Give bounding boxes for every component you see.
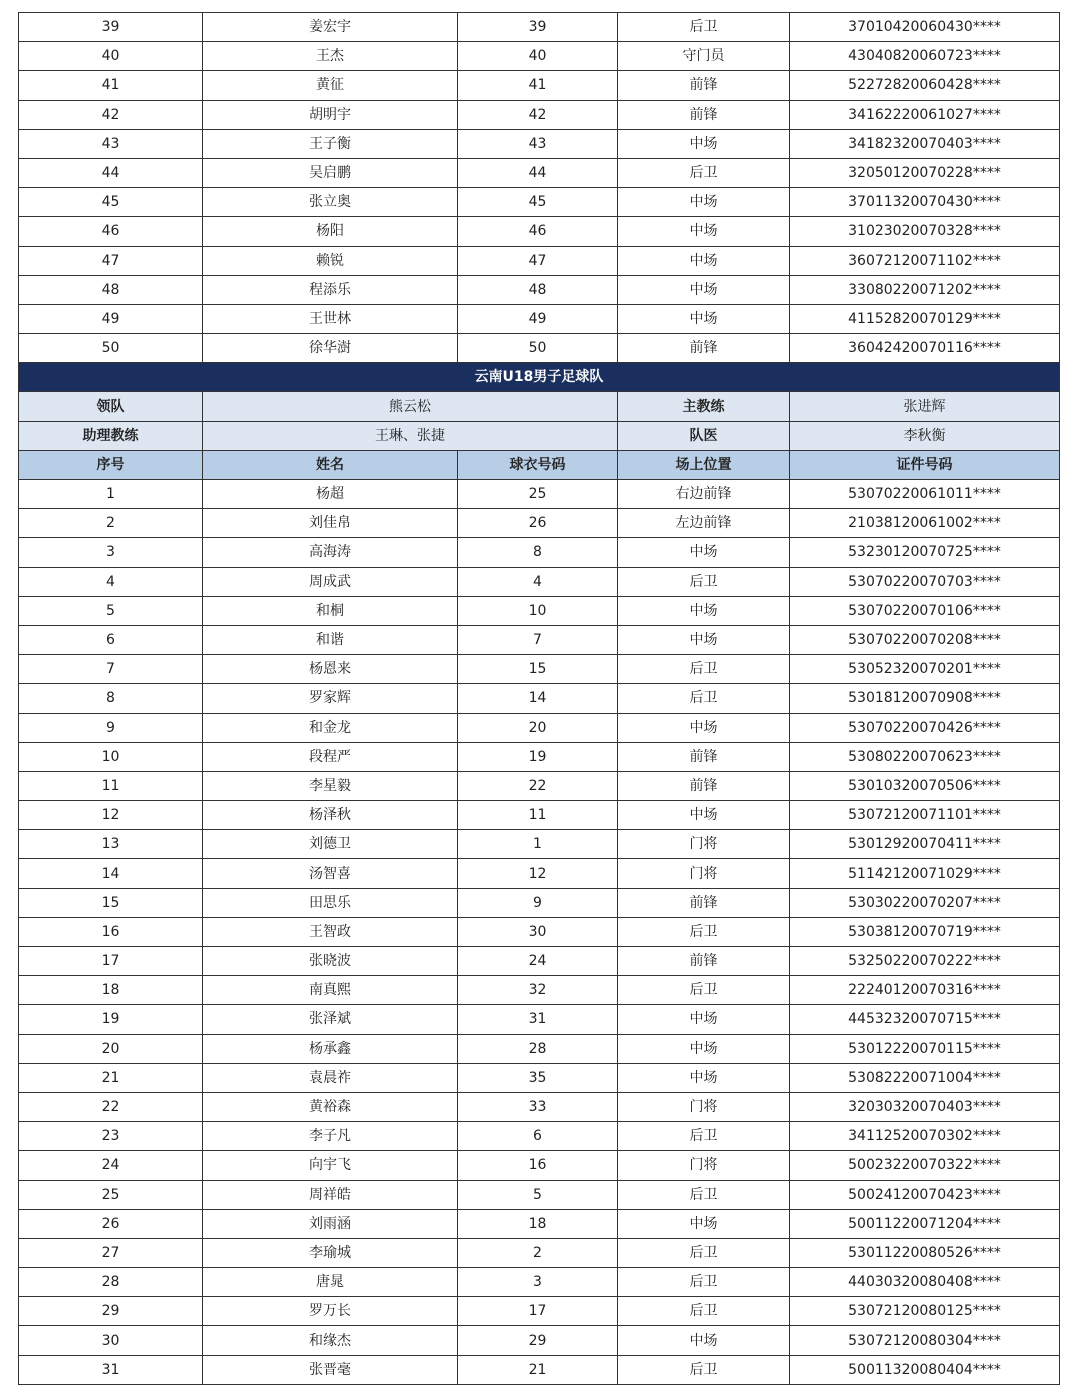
cell-position: 中场: [618, 1034, 790, 1063]
cell-jersey: 12: [458, 859, 618, 888]
cell-name: 杨承鑫: [203, 1034, 458, 1063]
cell-jersey: 15: [458, 655, 618, 684]
cell-position: 后卫: [618, 1268, 790, 1297]
table-row: [19, 1209, 1060, 1238]
table-row: [19, 1297, 1060, 1326]
cell-id: 51142120071029****: [790, 859, 1060, 888]
cell-no: 47: [19, 246, 203, 275]
cell-no: 1: [19, 480, 203, 509]
cell-jersey: 26: [458, 509, 618, 538]
cell-position: 门将: [618, 830, 790, 859]
cell-position: 后卫: [618, 1355, 790, 1384]
leader-name: 熊云松: [203, 392, 618, 421]
table-row: [19, 334, 1060, 363]
table-row: [19, 596, 1060, 625]
cell-no: 12: [19, 801, 203, 830]
cell-name: 杨阳: [203, 217, 458, 246]
cell-position: 中场: [618, 1209, 790, 1238]
team-title-row: [19, 363, 1060, 392]
table-row: [19, 1180, 1060, 1209]
cell-position: 后卫: [618, 13, 790, 42]
previous-team-rows: [19, 13, 1060, 363]
cell-name: 张晋毫: [203, 1355, 458, 1384]
cell-id: 34182320070403****: [790, 129, 1060, 158]
cell-id: 53072120071101****: [790, 801, 1060, 830]
table-row: [19, 888, 1060, 917]
cell-no: 10: [19, 742, 203, 771]
cell-jersey: 11: [458, 801, 618, 830]
table-row: [19, 480, 1060, 509]
cell-name: 刘佳帛: [203, 509, 458, 538]
column-header-jersey: 球衣号码: [458, 450, 618, 479]
table-row: [19, 655, 1060, 684]
cell-id: 53012220070115****: [790, 1034, 1060, 1063]
table-row: [19, 1063, 1060, 1092]
cell-id: 53011220080526****: [790, 1238, 1060, 1267]
cell-position: 中场: [618, 538, 790, 567]
cell-jersey: 10: [458, 596, 618, 625]
cell-jersey: 30: [458, 917, 618, 946]
cell-no: 42: [19, 100, 203, 129]
table-row: [19, 742, 1060, 771]
cell-position: 中场: [618, 1063, 790, 1092]
cell-name: 南真熙: [203, 976, 458, 1005]
table-row: [19, 1122, 1060, 1151]
column-header-name: 姓名: [203, 450, 458, 479]
cell-name: 吴启鹏: [203, 158, 458, 187]
cell-name: 黄裕森: [203, 1092, 458, 1121]
cell-id: 53018120070908****: [790, 684, 1060, 713]
player-rows: [19, 480, 1060, 1385]
cell-no: 26: [19, 1209, 203, 1238]
cell-id: 53080220070623****: [790, 742, 1060, 771]
cell-name: 段程严: [203, 742, 458, 771]
team-doctor-name: 李秋衡: [790, 421, 1060, 450]
cell-position: 中场: [618, 304, 790, 333]
table-row: [19, 976, 1060, 1005]
cell-name: 袁晨祚: [203, 1063, 458, 1092]
cell-id: 34162220061027****: [790, 100, 1060, 129]
cell-jersey: 25: [458, 480, 618, 509]
staff-row-2: [19, 421, 1060, 450]
cell-id: 53070220070703****: [790, 567, 1060, 596]
cell-name: 杨恩来: [203, 655, 458, 684]
cell-name: 程添乐: [203, 275, 458, 304]
cell-no: 23: [19, 1122, 203, 1151]
cell-jersey: 16: [458, 1151, 618, 1180]
cell-jersey: 1: [458, 830, 618, 859]
cell-position: 中场: [618, 1326, 790, 1355]
cell-jersey: 2: [458, 1238, 618, 1267]
cell-position: 中场: [618, 217, 790, 246]
cell-name: 张立奥: [203, 188, 458, 217]
cell-name: 高海涛: [203, 538, 458, 567]
cell-name: 和谐: [203, 625, 458, 654]
cell-position: 前锋: [618, 947, 790, 976]
cell-position: 左边前锋: [618, 509, 790, 538]
table-row: [19, 1268, 1060, 1297]
cell-jersey: 5: [458, 1180, 618, 1209]
cell-name: 王子衡: [203, 129, 458, 158]
cell-no: 13: [19, 830, 203, 859]
cell-id: 53012920070411****: [790, 830, 1060, 859]
table-row: [19, 509, 1060, 538]
cell-id: 53070220070426****: [790, 713, 1060, 742]
cell-id: 53010320070506****: [790, 771, 1060, 800]
table-row: [19, 713, 1060, 742]
cell-id: 53030220070207****: [790, 888, 1060, 917]
cell-position: 后卫: [618, 684, 790, 713]
cell-position: 中场: [618, 129, 790, 158]
cell-no: 4: [19, 567, 203, 596]
table-row: [19, 217, 1060, 246]
cell-jersey: 28: [458, 1034, 618, 1063]
cell-name: 张晓波: [203, 947, 458, 976]
cell-jersey: 22: [458, 771, 618, 800]
cell-no: 5: [19, 596, 203, 625]
cell-jersey: 49: [458, 304, 618, 333]
cell-name: 唐晁: [203, 1268, 458, 1297]
cell-jersey: 46: [458, 217, 618, 246]
table-row: [19, 801, 1060, 830]
cell-jersey: 31: [458, 1005, 618, 1034]
cell-no: 46: [19, 217, 203, 246]
cell-no: 43: [19, 129, 203, 158]
cell-position: 中场: [618, 1005, 790, 1034]
table-row: [19, 859, 1060, 888]
team-title: 云南U18男子足球队: [19, 363, 1060, 392]
table-row: [19, 275, 1060, 304]
cell-jersey: 48: [458, 275, 618, 304]
table-row: [19, 304, 1060, 333]
cell-position: 后卫: [618, 567, 790, 596]
cell-id: 41152820070129****: [790, 304, 1060, 333]
cell-no: 49: [19, 304, 203, 333]
cell-name: 和缘杰: [203, 1326, 458, 1355]
cell-name: 黄征: [203, 71, 458, 100]
cell-name: 罗万长: [203, 1297, 458, 1326]
cell-name: 周成武: [203, 567, 458, 596]
cell-id: 50024120070423****: [790, 1180, 1060, 1209]
cell-name: 姜宏宇: [203, 13, 458, 42]
cell-position: 中场: [618, 713, 790, 742]
team-section-header: [19, 363, 1060, 480]
cell-id: 53250220070222****: [790, 947, 1060, 976]
cell-jersey: 18: [458, 1209, 618, 1238]
cell-id: 53082220071004****: [790, 1063, 1060, 1092]
cell-position: 前锋: [618, 71, 790, 100]
table-row: [19, 1238, 1060, 1267]
cell-no: 29: [19, 1297, 203, 1326]
table-row: [19, 158, 1060, 187]
cell-jersey: 20: [458, 713, 618, 742]
cell-jersey: 35: [458, 1063, 618, 1092]
cell-name: 杨泽秋: [203, 801, 458, 830]
table-row: [19, 1355, 1060, 1384]
cell-jersey: 14: [458, 684, 618, 713]
cell-id: 36042420070116****: [790, 334, 1060, 363]
cell-jersey: 39: [458, 13, 618, 42]
cell-id: 53070220070208****: [790, 625, 1060, 654]
table-row: [19, 771, 1060, 800]
roster-table: [18, 12, 1060, 1385]
cell-id: 44532320070715****: [790, 1005, 1060, 1034]
cell-no: 15: [19, 888, 203, 917]
table-row: [19, 13, 1060, 42]
cell-name: 李星毅: [203, 771, 458, 800]
cell-name: 刘雨涵: [203, 1209, 458, 1238]
cell-position: 中场: [618, 625, 790, 654]
column-header-position: 场上位置: [618, 450, 790, 479]
cell-jersey: 32: [458, 976, 618, 1005]
table-row: [19, 830, 1060, 859]
column-header-id: 证件号码: [790, 450, 1060, 479]
cell-id: 53230120070725****: [790, 538, 1060, 567]
column-header-row: [19, 450, 1060, 479]
cell-position: 后卫: [618, 158, 790, 187]
cell-jersey: 43: [458, 129, 618, 158]
cell-no: 28: [19, 1268, 203, 1297]
cell-no: 39: [19, 13, 203, 42]
cell-id: 37010420060430****: [790, 13, 1060, 42]
table-row: [19, 567, 1060, 596]
cell-jersey: 4: [458, 567, 618, 596]
cell-id: 31023020070328****: [790, 217, 1060, 246]
table-row: [19, 1151, 1060, 1180]
cell-jersey: 3: [458, 1268, 618, 1297]
cell-no: 20: [19, 1034, 203, 1063]
table-row: [19, 246, 1060, 275]
cell-no: 7: [19, 655, 203, 684]
cell-id: 50011220071204****: [790, 1209, 1060, 1238]
cell-jersey: 40: [458, 42, 618, 71]
cell-id: 50023220070322****: [790, 1151, 1060, 1180]
table-row: [19, 1326, 1060, 1355]
cell-name: 张泽斌: [203, 1005, 458, 1034]
cell-name: 李瑜城: [203, 1238, 458, 1267]
cell-no: 14: [19, 859, 203, 888]
cell-no: 41: [19, 71, 203, 100]
table-row: [19, 71, 1060, 100]
cell-id: 43040820060723****: [790, 42, 1060, 71]
cell-name: 胡明宇: [203, 100, 458, 129]
cell-no: 31: [19, 1355, 203, 1384]
cell-name: 汤智喜: [203, 859, 458, 888]
cell-jersey: 42: [458, 100, 618, 129]
table-row: [19, 625, 1060, 654]
table-row: [19, 1005, 1060, 1034]
cell-position: 后卫: [618, 1297, 790, 1326]
cell-jersey: 21: [458, 1355, 618, 1384]
cell-no: 17: [19, 947, 203, 976]
staff-row-1: [19, 392, 1060, 421]
cell-name: 周祥皓: [203, 1180, 458, 1209]
cell-id: 52272820060428****: [790, 71, 1060, 100]
table-row: [19, 188, 1060, 217]
assistant-coach-label: 助理教练: [19, 421, 203, 450]
cell-jersey: 33: [458, 1092, 618, 1121]
cell-no: 6: [19, 625, 203, 654]
cell-name: 向宇飞: [203, 1151, 458, 1180]
cell-jersey: 19: [458, 742, 618, 771]
cell-position: 后卫: [618, 976, 790, 1005]
cell-id: 53072120080304****: [790, 1326, 1060, 1355]
cell-id: 33080220071202****: [790, 275, 1060, 304]
cell-no: 8: [19, 684, 203, 713]
cell-position: 中场: [618, 275, 790, 304]
leader-label: 领队: [19, 392, 203, 421]
cell-id: 36072120071102****: [790, 246, 1060, 275]
roster-sheet: [18, 12, 1059, 1385]
table-row: [19, 684, 1060, 713]
cell-jersey: 29: [458, 1326, 618, 1355]
cell-name: 和金龙: [203, 713, 458, 742]
cell-no: 44: [19, 158, 203, 187]
table-row: [19, 917, 1060, 946]
cell-name: 杨超: [203, 480, 458, 509]
cell-name: 李子凡: [203, 1122, 458, 1151]
cell-jersey: 6: [458, 1122, 618, 1151]
column-header-no: 序号: [19, 450, 203, 479]
cell-jersey: 50: [458, 334, 618, 363]
table-row: [19, 129, 1060, 158]
cell-no: 3: [19, 538, 203, 567]
cell-no: 45: [19, 188, 203, 217]
cell-jersey: 7: [458, 625, 618, 654]
cell-jersey: 24: [458, 947, 618, 976]
cell-no: 48: [19, 275, 203, 304]
cell-position: 右边前锋: [618, 480, 790, 509]
cell-name: 和桐: [203, 596, 458, 625]
cell-no: 30: [19, 1326, 203, 1355]
cell-position: 后卫: [618, 1180, 790, 1209]
head-coach-name: 张进辉: [790, 392, 1060, 421]
cell-no: 9: [19, 713, 203, 742]
cell-name: 徐华澍: [203, 334, 458, 363]
assistant-coach-names: 王琳、张捷: [203, 421, 618, 450]
cell-position: 前锋: [618, 334, 790, 363]
cell-position: 中场: [618, 596, 790, 625]
table-row: [19, 538, 1060, 567]
table-row: [19, 42, 1060, 71]
cell-position: 前锋: [618, 771, 790, 800]
cell-id: 44030320080408****: [790, 1268, 1060, 1297]
cell-position: 前锋: [618, 742, 790, 771]
table-row: [19, 947, 1060, 976]
cell-no: 24: [19, 1151, 203, 1180]
cell-jersey: 41: [458, 71, 618, 100]
table-row: [19, 1092, 1060, 1121]
cell-no: 50: [19, 334, 203, 363]
cell-id: 53038120070719****: [790, 917, 1060, 946]
cell-jersey: 45: [458, 188, 618, 217]
cell-name: 刘德卫: [203, 830, 458, 859]
cell-name: 田思乐: [203, 888, 458, 917]
cell-id: 37011320070430****: [790, 188, 1060, 217]
cell-id: 53072120080125****: [790, 1297, 1060, 1326]
cell-id: 50011320080404****: [790, 1355, 1060, 1384]
cell-position: 前锋: [618, 100, 790, 129]
cell-position: 中场: [618, 246, 790, 275]
table-row: [19, 100, 1060, 129]
cell-position: 门将: [618, 859, 790, 888]
cell-no: 27: [19, 1238, 203, 1267]
cell-id: 32050120070228****: [790, 158, 1060, 187]
cell-position: 后卫: [618, 1122, 790, 1151]
cell-position: 中场: [618, 801, 790, 830]
cell-jersey: 47: [458, 246, 618, 275]
cell-position: 中场: [618, 188, 790, 217]
table-row: [19, 1034, 1060, 1063]
cell-jersey: 17: [458, 1297, 618, 1326]
cell-position: 后卫: [618, 917, 790, 946]
cell-position: 门将: [618, 1092, 790, 1121]
cell-position: 守门员: [618, 42, 790, 71]
cell-name: 王世林: [203, 304, 458, 333]
cell-id: 53052320070201****: [790, 655, 1060, 684]
cell-position: 后卫: [618, 655, 790, 684]
cell-id: 53070220061011****: [790, 480, 1060, 509]
cell-name: 王杰: [203, 42, 458, 71]
cell-id: 22240120070316****: [790, 976, 1060, 1005]
cell-name: 罗家辉: [203, 684, 458, 713]
cell-no: 22: [19, 1092, 203, 1121]
cell-jersey: 44: [458, 158, 618, 187]
cell-position: 前锋: [618, 888, 790, 917]
cell-jersey: 8: [458, 538, 618, 567]
cell-id: 53070220070106****: [790, 596, 1060, 625]
cell-no: 11: [19, 771, 203, 800]
cell-position: 后卫: [618, 1238, 790, 1267]
cell-jersey: 9: [458, 888, 618, 917]
cell-no: 18: [19, 976, 203, 1005]
cell-no: 19: [19, 1005, 203, 1034]
cell-no: 16: [19, 917, 203, 946]
cell-no: 40: [19, 42, 203, 71]
cell-no: 2: [19, 509, 203, 538]
cell-no: 21: [19, 1063, 203, 1092]
cell-name: 赖锐: [203, 246, 458, 275]
head-coach-label: 主教练: [618, 392, 790, 421]
cell-id: 32030320070403****: [790, 1092, 1060, 1121]
cell-id: 34112520070302****: [790, 1122, 1060, 1151]
cell-no: 25: [19, 1180, 203, 1209]
team-doctor-label: 队医: [618, 421, 790, 450]
cell-position: 门将: [618, 1151, 790, 1180]
cell-id: 21038120061002****: [790, 509, 1060, 538]
cell-name: 王智政: [203, 917, 458, 946]
